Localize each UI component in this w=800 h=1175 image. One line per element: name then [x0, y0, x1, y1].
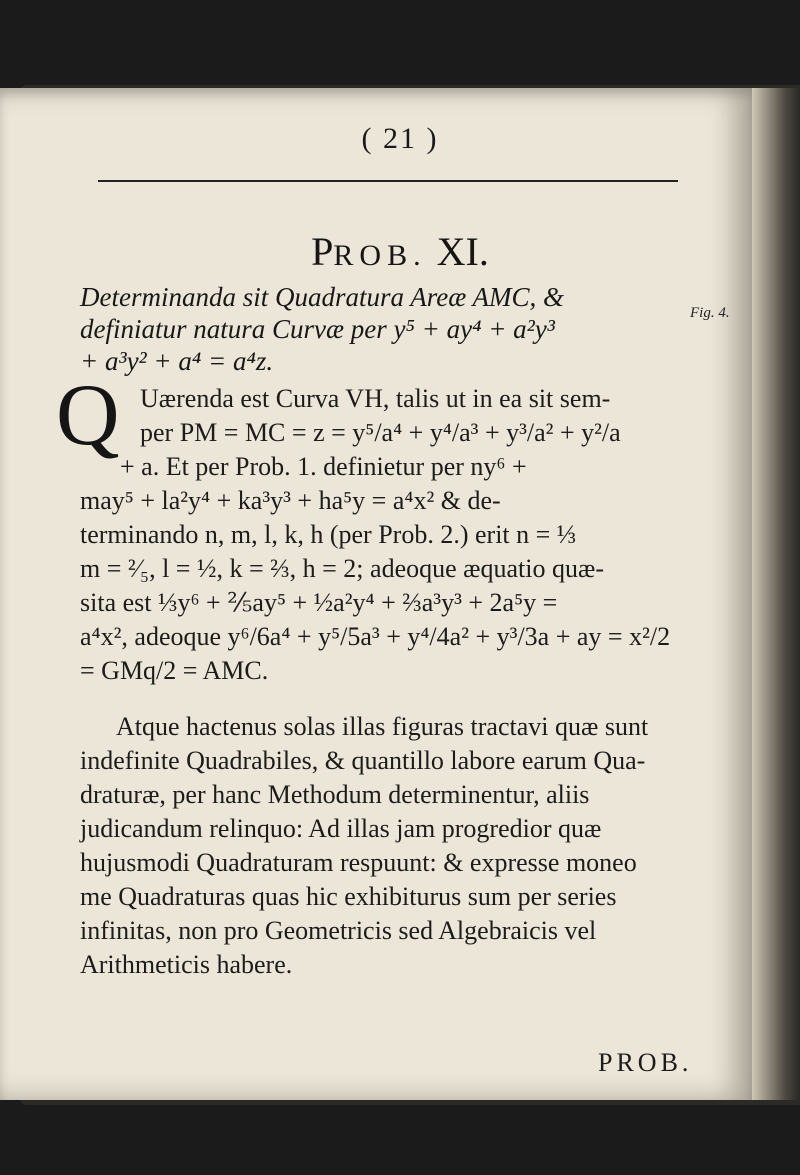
heading-numeral: XI. [436, 229, 489, 274]
body-line: terminando n, m, l, k, h (per Prob. 2.) erit n = ⅓ [80, 520, 577, 549]
body-line: a⁴x², adeoque y⁶/6a⁴ + y⁵/5a³ + y⁴/4a² + y³/3a + ay = x²/2 [80, 622, 671, 651]
paragraph-line: Atque hactenus solas illas figuras tractavi quæ sunt [116, 712, 649, 741]
paragraph-line: Arithmeticis habere. [80, 950, 293, 979]
proposition-line: definiatur natura Curvæ per y⁵ + ay⁴ + a²y³ [80, 314, 555, 344]
paragraph-line: infinitas, non pro Geometricis sed Algebraicis vel [80, 916, 597, 945]
body-line: m = ²⁄₅, l = ½, k = ⅔, h = 2; adeoque æquatio quæ- [80, 554, 604, 583]
problem-heading [0, 228, 800, 275]
proposition-line: + a³y² + a⁴ = a⁴z. [80, 346, 274, 376]
paragraph-line: indefinite Quadrabiles, & quantillo labore earum Qua- [80, 746, 646, 775]
catchword: PROB. [598, 1048, 693, 1077]
heading-rest: ROB. [333, 239, 427, 272]
heading-prefix: P [311, 229, 334, 274]
paragraph-line: me Quadraturas quas hic exhibiturus sum per series [80, 882, 617, 911]
body-line: Uærenda est Curva VH, talis ut in ea sit sem- [140, 384, 611, 413]
page-number: ( 21 ) [361, 122, 439, 155]
paragraph-line: hujusmodi Quadraturam respuunt: & expresse moneo [80, 848, 637, 877]
body-line: + a. Et per Prob. 1. definietur per ny⁶ + [120, 452, 527, 481]
body-line: may⁵ + la²y⁴ + ka³y³ + ha⁵y = a⁴x² & de- [80, 486, 501, 515]
body-line: sita est ⅓y⁶ + ⅖ay⁵ + ½a²y⁴ + ⅔a³y³ + 2a⁵y = [80, 588, 558, 617]
paragraph-line: judicandum relinquo: Ad illas jam progredior quæ [80, 814, 602, 843]
figure-reference: Fig. 4. [690, 305, 730, 321]
header-rule [98, 180, 678, 182]
body-line: per PM = MC = z = y⁵/a⁴ + y⁴/a³ + y³/a² + y²/a [140, 418, 621, 447]
body-line: = GMq/2 = AMC. [80, 656, 269, 685]
proposition-line: Determinanda sit Quadratura Areæ AMC, & [80, 282, 565, 312]
paragraph-line: draturæ, per hanc Methodum determinentur, aliis [80, 780, 590, 809]
drop-capital: Q [56, 367, 120, 464]
